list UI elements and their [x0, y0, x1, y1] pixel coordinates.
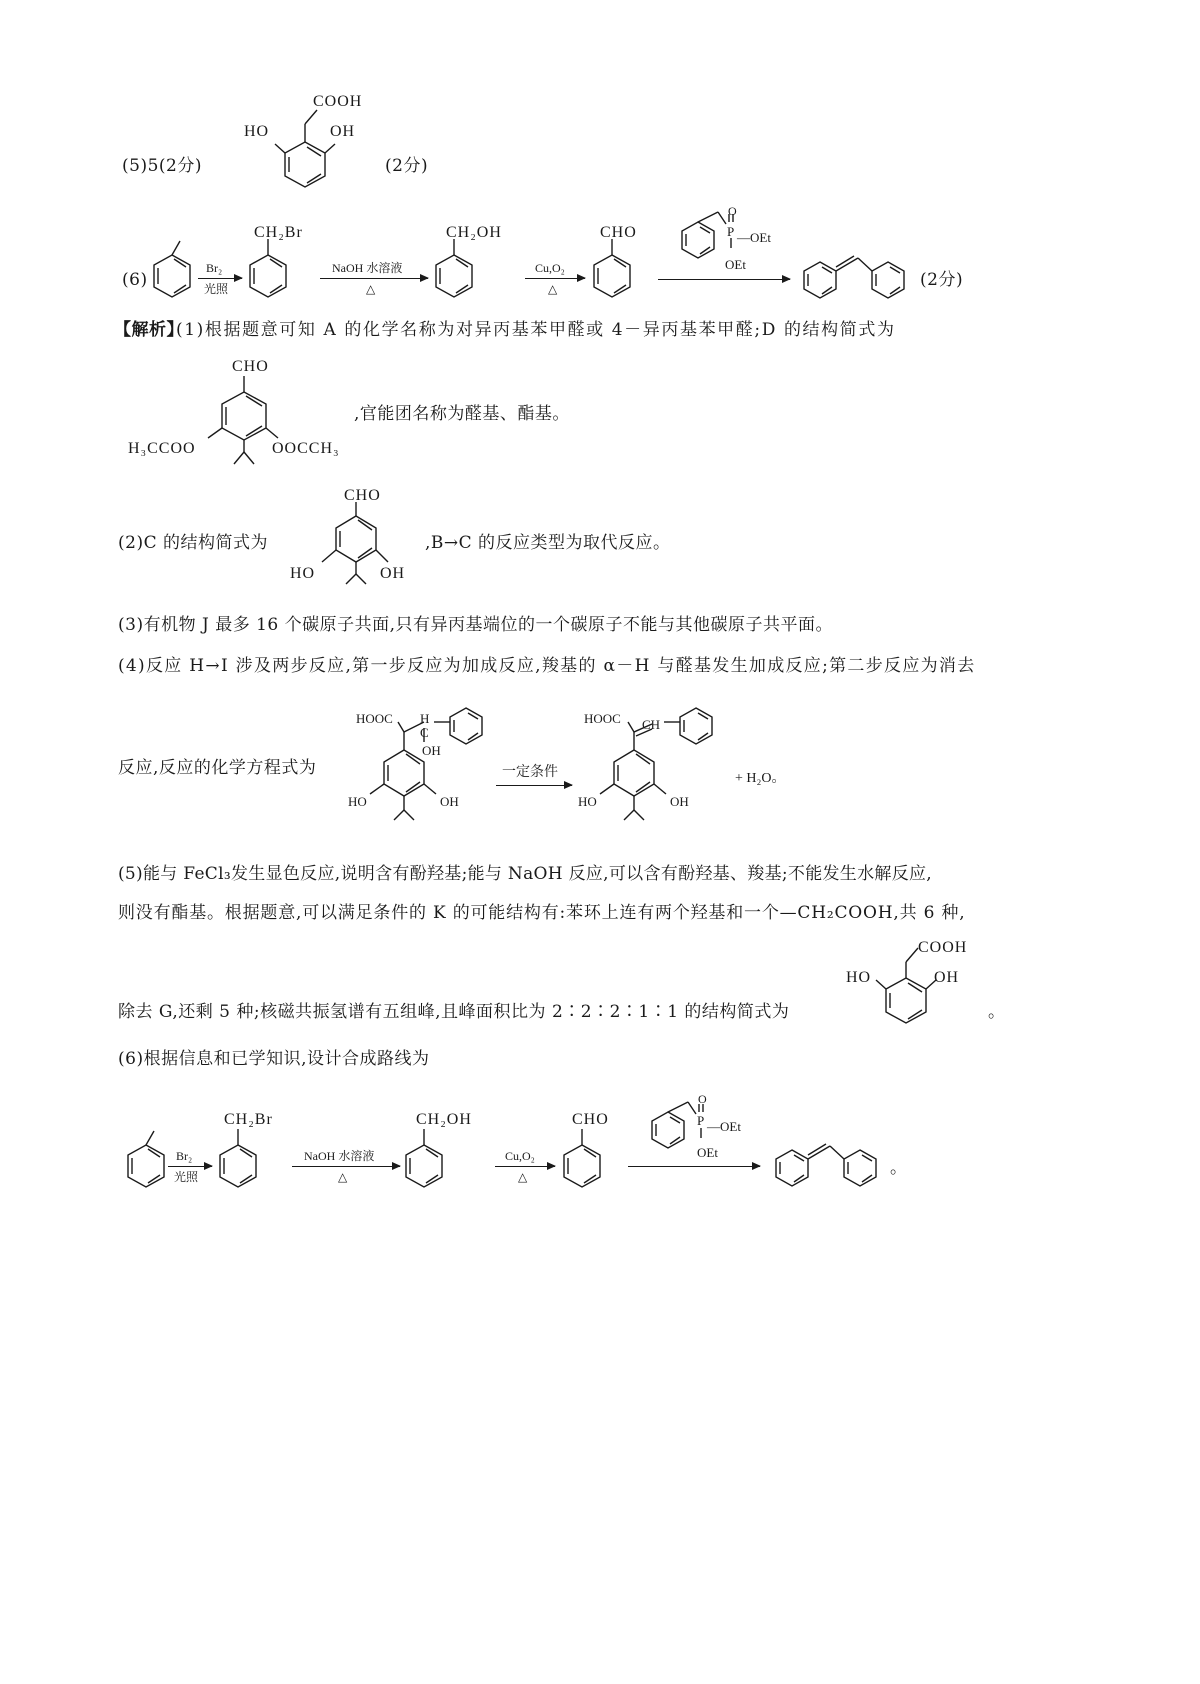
- toluene-2: [124, 1125, 174, 1195]
- benzyl-bromide-2: [216, 1125, 266, 1195]
- route1-arrow-2: [320, 278, 428, 279]
- route1-step3-top: Cu,O₂: [535, 261, 565, 275]
- route1-reagent-oet2: OEt: [725, 257, 746, 272]
- eq-ho2: HO: [578, 794, 597, 809]
- analysis-p5b: 则没有酯基。根据题意,可以满足条件的 K 的可能结构有:苯环上连有两个羟基和一个—CH₂COOH,共 6 种,: [118, 903, 966, 923]
- analysis-p2a: (2)C 的结构简式为: [118, 533, 268, 553]
- route2-end: 。: [890, 1158, 908, 1178]
- analysis-p1b: ,官能团名称为醛基、酯基。: [354, 404, 570, 424]
- eq-arrow: [496, 785, 572, 786]
- route2-arrow-2: [292, 1166, 400, 1167]
- stilbene-1: [800, 250, 920, 310]
- analysis-p6: (6)根据信息和已学知识,设计合成路线为: [118, 1049, 430, 1069]
- route1-reagent-p: P: [727, 224, 735, 239]
- analysis-p5c: 除去 G,还剩 5 种;核磁共振氢谱有五组峰,且峰面积比为 2∶2∶2∶1∶1 的结构简式为: [118, 1002, 790, 1022]
- analysis-p3: (3)有机物 J 最多 16 个碳原子共面,只有异丙基端位的一个碳原子不能与其他碳原子共平面。: [118, 615, 834, 635]
- eq-condition: 一定条件: [502, 765, 558, 780]
- benzyl-alcohol-1: [432, 235, 482, 305]
- route1-arrow-3: [525, 278, 585, 279]
- stilbene-2: [772, 1138, 892, 1198]
- analysis-tag: 【解析】: [114, 320, 184, 340]
- route2-reagent-oet2: OEt: [697, 1145, 718, 1160]
- route1-ch2oh: CH₂OH: [446, 224, 502, 241]
- compound-c-molecule: [300, 500, 420, 600]
- compound-k-cooh: COOH: [918, 939, 968, 956]
- compound-d-left: H₃CCOO: [128, 440, 196, 457]
- route1-ch2br: CH₂Br: [254, 224, 303, 241]
- benzyl-alcohol-2: [402, 1125, 452, 1195]
- eq-h: H: [420, 711, 430, 726]
- route1-reagent-oet1: —OEt: [737, 230, 771, 245]
- route1-score: (2分): [920, 270, 964, 290]
- analysis-p5a: (5)能与 FeCl₃发生显色反应,说明含有酚羟基;能与 NaOH 反应,可以含有酚羟基、羧基;不能发生水解反应,: [118, 864, 933, 884]
- eq-ch: CH: [642, 717, 661, 732]
- route1-step1-top: Br₂: [206, 261, 223, 275]
- route2-reagent-o: O: [698, 1092, 707, 1106]
- route2-step1-top: Br₂: [176, 1149, 193, 1163]
- eq-oh2: OH: [440, 794, 459, 809]
- answer-5-score: (2分): [385, 156, 429, 176]
- route2-step3-bottom: △: [518, 1170, 528, 1184]
- route1-step1-bottom: 光照: [204, 282, 229, 296]
- route2-ch2oh: CH₂OH: [416, 1111, 472, 1128]
- analysis-p2b: ,B→C 的反应类型为取代反应。: [425, 533, 671, 553]
- route1-arrow-1: [198, 278, 242, 279]
- eq-hooc1: HOOC: [356, 711, 393, 726]
- route2-cho: CHO: [572, 1111, 609, 1128]
- route1-cho: CHO: [600, 224, 637, 241]
- analysis-p5-end: 。: [988, 1002, 1006, 1022]
- eq-oh3: OH: [670, 794, 689, 809]
- toluene-1: [150, 235, 200, 305]
- compound-c-cho: CHO: [344, 487, 381, 504]
- route2-step2-bottom: △: [338, 1170, 348, 1184]
- eq-hooc2: HOOC: [584, 711, 621, 726]
- route2-arrow-3: [495, 1166, 555, 1167]
- route2-ch2br: CH₂Br: [224, 1111, 273, 1128]
- benzyl-bromide-1: [246, 235, 296, 305]
- route1-reagent-o: O: [728, 204, 737, 218]
- compound-k-oh: OH: [934, 969, 960, 986]
- benzaldehyde-1: [590, 235, 640, 305]
- compound-d-cho: CHO: [232, 358, 269, 375]
- benzaldehyde-2: [560, 1125, 610, 1195]
- answer-5-lead: (5)5(2分): [122, 156, 202, 176]
- route2-step2-top: NaOH 水溶液: [304, 1149, 375, 1163]
- route2-reagent-p: P: [697, 1113, 705, 1128]
- compound-c-ho: HO: [290, 565, 316, 582]
- compound-d-molecule: [182, 372, 322, 482]
- eq-ho1: HO: [348, 794, 367, 809]
- route1-step2-top: NaOH 水溶液: [332, 261, 403, 275]
- route1-arrow-4: [658, 279, 790, 280]
- route2-step1-bottom: 光照: [174, 1170, 199, 1184]
- analysis-p1: (1)根据题意可知 A 的化学名称为对异丙基苯甲醛或 4－异丙基苯甲醛;D 的结构简式为: [176, 320, 896, 340]
- eq-oh1: OH: [422, 743, 441, 758]
- compound-d-right: OOCCH₃: [272, 440, 340, 457]
- route1-label: (6): [122, 270, 148, 290]
- answer-5-cooh: COOH: [313, 93, 363, 110]
- route1-step3-bottom: △: [548, 282, 558, 296]
- compound-c-oh: OH: [380, 565, 406, 582]
- route1-step2-bottom: △: [366, 282, 376, 296]
- answer-5-ho: HO: [244, 123, 270, 140]
- eq-plus-water: + H₂O。: [735, 771, 786, 786]
- compound-k-ho: HO: [846, 969, 872, 986]
- answer-5-oh: OH: [330, 123, 356, 140]
- eq-c: C: [420, 725, 429, 740]
- route2-reagent-oet1: —OEt: [707, 1119, 741, 1134]
- route2-arrow-4: [628, 1166, 760, 1167]
- route2-arrow-1: [168, 1166, 212, 1167]
- route2-step3-top: Cu,O₂: [505, 1149, 535, 1163]
- analysis-p4b: 反应,反应的化学方程式为: [118, 758, 317, 778]
- analysis-p4: (4)反应 H→I 涉及两步反应,第一步反应为加成反应,羧基的 α－H 与醛基发生加成反应;第二步反应为消去: [118, 656, 976, 676]
